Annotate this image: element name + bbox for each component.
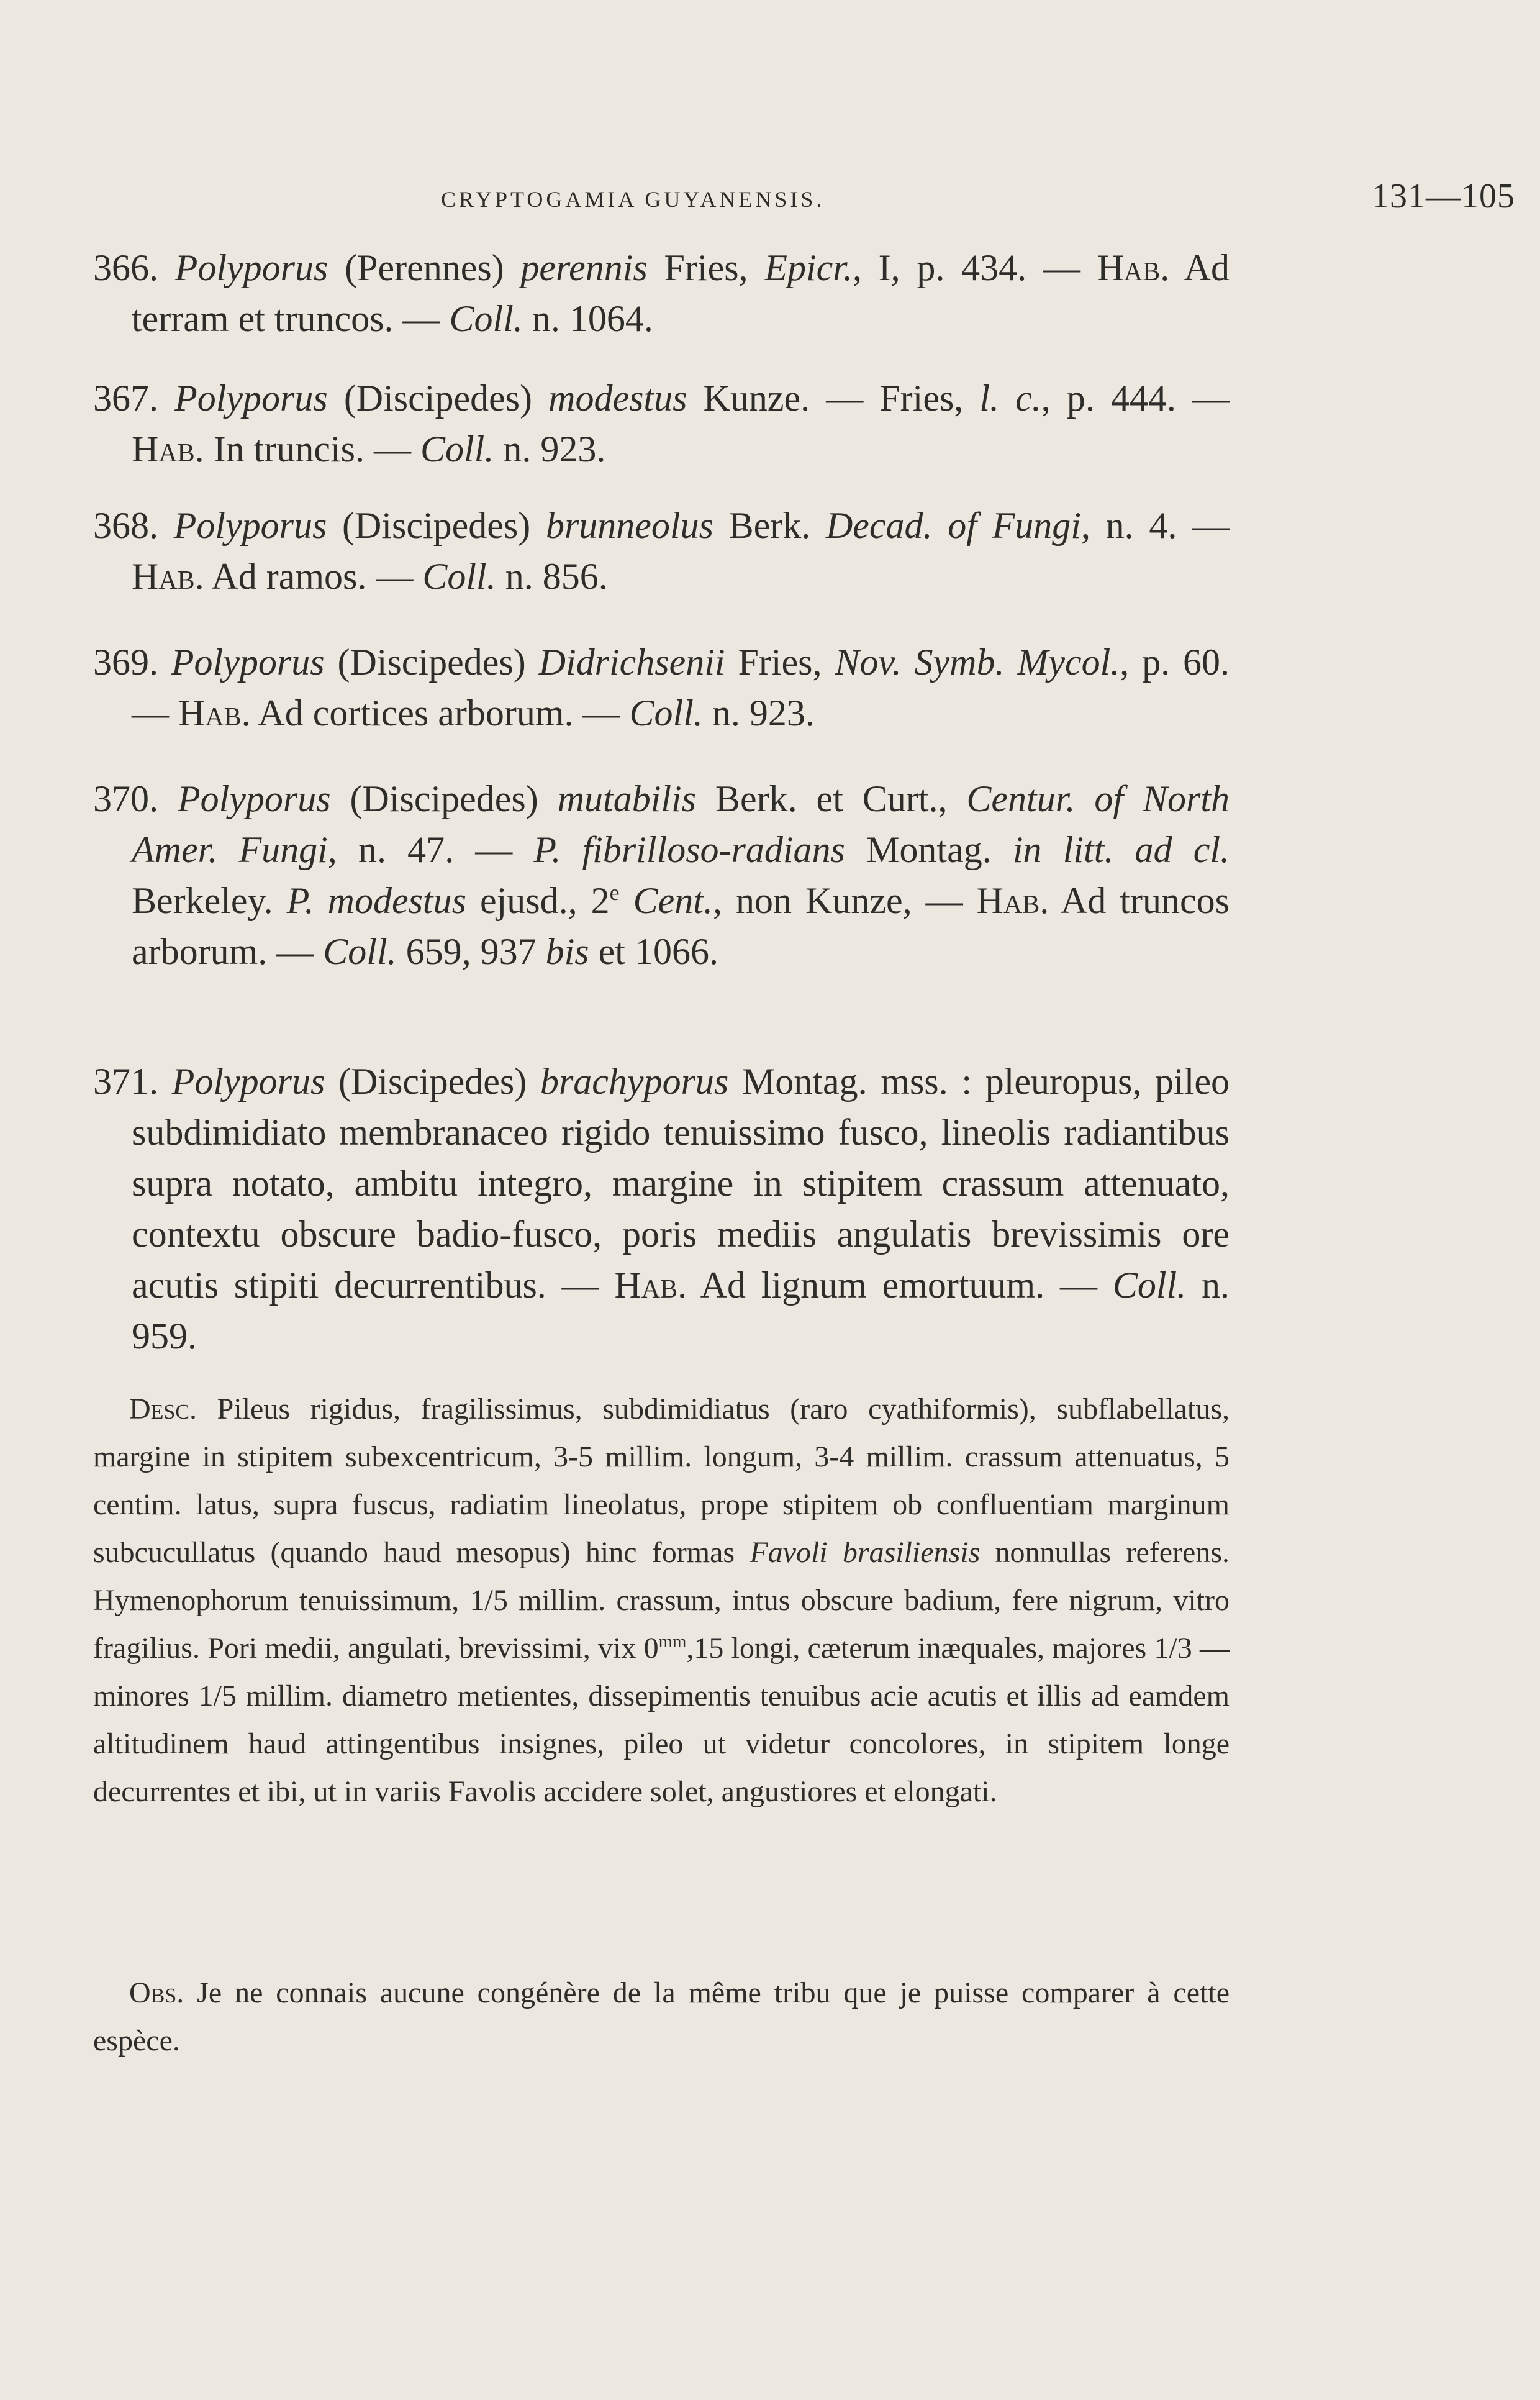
- entry-text: ejusd., 2: [466, 880, 610, 921]
- description-block: [93, 1385, 1230, 1816]
- collection-label: Coll.: [422, 556, 496, 597]
- entry-370: [93, 773, 1230, 977]
- bis-label: bis: [545, 931, 589, 972]
- species-name: mutabilis: [557, 778, 697, 819]
- genus-name: Polyporus: [177, 778, 331, 819]
- habitat-label: Hab.: [1097, 247, 1170, 288]
- section-name: (Perennes): [345, 247, 504, 288]
- entry-text: In truncis. —: [204, 429, 420, 470]
- page-numbers: 131—105: [1372, 177, 1515, 216]
- diagnosis-text: Montag. mss. : pleuropus, pileo subdimidiato membranaceo rigido tenuissimo fusco, lineolis radiantibus supra notato, ambitu integro, margine in stipitem crassum attenuato, contextu obscure badio-fusco, poris mediis angulatis brevissimis ore acutis stipiti decurrentibus. —: [132, 1061, 1230, 1306]
- observation-block: [93, 1969, 1230, 2065]
- entry-text: n. 923.: [494, 429, 606, 470]
- entry-text: n. 856.: [496, 556, 608, 597]
- entry-text: Berkeley.: [132, 880, 287, 921]
- habitat-label: Hab.: [614, 1265, 687, 1306]
- entry-text: [620, 880, 633, 921]
- habitat-label: Hab.: [132, 429, 204, 470]
- entry-text: Fries,: [647, 247, 765, 288]
- superscript-mm: mm: [658, 1632, 687, 1652]
- entry-number: 368.: [93, 505, 158, 546]
- entry-text: , non Kunze, —: [712, 880, 977, 921]
- entry-text: Ad lignum emortuum. —: [687, 1265, 1113, 1306]
- favoli-reference: Favoli brasiliensis: [750, 1536, 981, 1569]
- collection-label: Coll.: [629, 693, 703, 734]
- entry-number: 371.: [93, 1061, 158, 1102]
- entry-368: [93, 500, 1230, 602]
- entry-text: n. 1064.: [522, 298, 653, 339]
- entry-text: , n. 47. —: [327, 829, 534, 870]
- running-title: CRYPTOGAMIA GUYANENSIS.: [441, 187, 825, 212]
- entry-text: , I, p. 434. —: [852, 247, 1097, 288]
- entry-text: Kunze. — Fries,: [687, 378, 980, 419]
- running-header: [93, 177, 1515, 219]
- reference: Epicr.: [764, 247, 853, 288]
- entry-text: Montag.: [845, 829, 1013, 870]
- entry-text: , p. 444. —: [1041, 378, 1230, 419]
- collection-label: Coll.: [323, 931, 397, 972]
- entry-366: [93, 242, 1230, 344]
- entry-369: [93, 637, 1230, 739]
- genus-name: Polyporus: [174, 378, 328, 419]
- species-name: brunneolus: [545, 505, 713, 546]
- entry-number: 366.: [93, 247, 158, 288]
- genus-name: Polyporus: [173, 505, 327, 546]
- obs-label: Obs.: [129, 1976, 184, 2009]
- collection-label: Coll.: [420, 429, 494, 470]
- entry-text: n. 923.: [702, 693, 815, 734]
- desc-label: Desc.: [129, 1393, 197, 1425]
- entry-text: , p. 60. —: [132, 642, 1230, 734]
- section-name: (Discipedes): [342, 505, 531, 546]
- species-name: brachyporus: [540, 1061, 729, 1102]
- section-name: (Discipedes): [343, 378, 533, 419]
- section-name: (Discipedes): [338, 1061, 527, 1102]
- habitat-label: Hab.: [178, 693, 251, 734]
- habitat-label: Hab.: [132, 556, 204, 597]
- entry-text: Ad truncos arborum. —: [132, 880, 1230, 972]
- description-text: ,15 longi, cæterum inæquales, majores 1/3 — minores 1/5 millim. diametro metientes, dissepimentis tenuibus acie acutis et illis ad eamdem altitudinem haud attingentibus insignes, pileo ut videtur concolores, in stipitem longe decurrentes et ibi, ut in variis Favolis accidere solet, angustiores et elongati.: [93, 1632, 1230, 1808]
- entry-number: 367.: [93, 378, 158, 419]
- genus-name: Polyporus: [171, 642, 325, 683]
- section-name: (Discipedes): [350, 778, 538, 819]
- entry-number: 370.: [93, 778, 158, 819]
- entry-text: Ad terram et truncos. —: [132, 247, 1230, 339]
- centuria-ref: Cent.: [633, 880, 713, 921]
- entry-text: Berk.: [713, 505, 826, 546]
- entry-text: Ad ramos. —: [204, 556, 423, 597]
- collection-label: Coll.: [449, 298, 523, 339]
- entry-text: Ad cortices arborum. —: [250, 693, 630, 734]
- superscript-e: e: [609, 880, 620, 905]
- genus-name: Polyporus: [171, 1061, 325, 1102]
- collection-label: Coll.: [1112, 1265, 1187, 1306]
- section-name: (Discipedes): [337, 642, 526, 683]
- reference: l. c.: [979, 378, 1041, 419]
- entry-text: , n. 4. —: [1080, 505, 1230, 546]
- entry-text: n. 959.: [132, 1265, 1230, 1357]
- species-name: modestus: [548, 378, 687, 419]
- entry-number: 369.: [93, 642, 158, 683]
- reference: Centur. of North Amer. Fungi: [132, 778, 1230, 870]
- genus-name: Polyporus: [174, 247, 328, 288]
- species-name: Didrichsenii: [538, 642, 725, 683]
- entry-367: [93, 373, 1230, 475]
- species-name: perennis: [520, 247, 648, 288]
- entry-371: [93, 1056, 1230, 1361]
- habitat-label: Hab.: [976, 880, 1049, 921]
- entry-text: et 1066.: [589, 931, 718, 972]
- in-litt-note: in litt. ad cl.: [1012, 829, 1230, 870]
- reference: Decad. of Fungi: [825, 505, 1081, 546]
- entry-text: Fries,: [725, 642, 835, 683]
- synonym-fibrilloso-radians: P. fibrilloso-radians: [533, 829, 845, 870]
- observation-text: Je ne connais aucune congénère de la même tribu que je puisse comparer à cette espèce.: [93, 1976, 1230, 2057]
- description-text: Pileus rigidus, fragilissimus, subdimidiatus (raro cyathiformis), subflabellatus, margine in stipitem subexcentricum, 3-5 millim. longum, 3-4 millim. crassum attenuatus, 5 centim. latus, supra fuscus, radiatim lineolatus, prope stipitem ob confluentiam marginum subcucullatus (quando haud mesopus) hinc formas: [93, 1393, 1230, 1569]
- entry-text: 659, 937: [396, 931, 546, 972]
- reference: Nov. Symb. Mycol.: [835, 642, 1120, 683]
- description-text: nonnullas referens. Hymenophorum tenuissimum, 1/5 millim. crassum, intus obscure badium, fere nigrum, vitro fragilius. Pori medii, angulati, brevissimi, vix 0: [93, 1536, 1230, 1665]
- entry-text: Berk. et Curt.,: [696, 778, 967, 819]
- synonym-modestus: P. modestus: [286, 880, 466, 921]
